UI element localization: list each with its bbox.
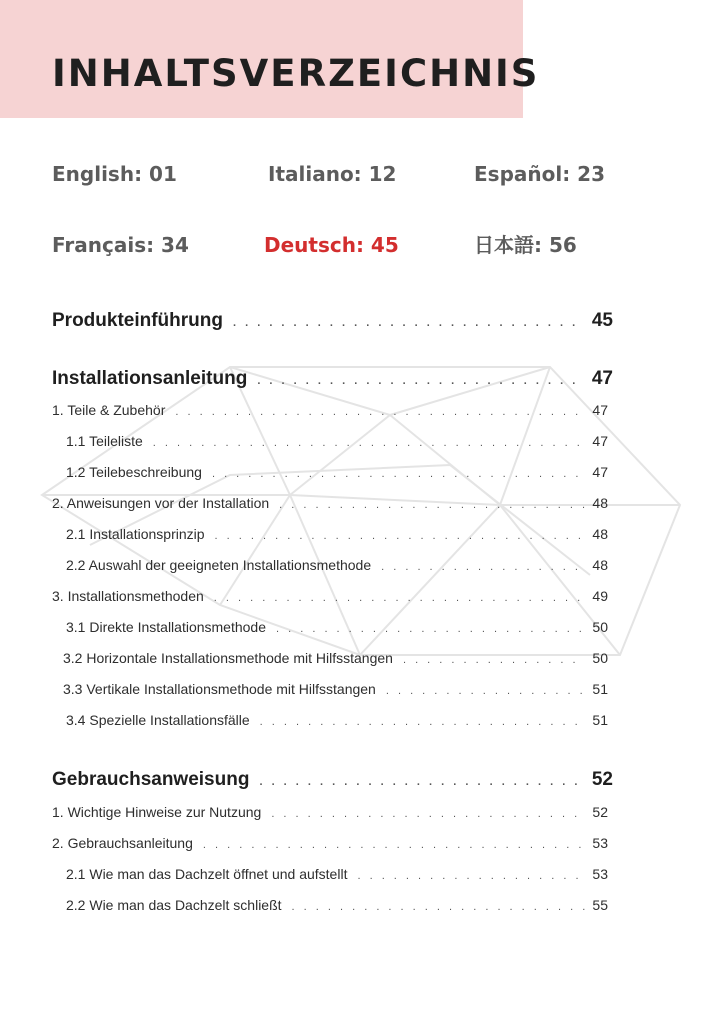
toc-entry[interactable] <box>66 897 608 913</box>
toc-entry[interactable] <box>52 495 608 511</box>
toc-leader-dots <box>153 437 586 449</box>
language-spanish[interactable]: Español: 23 <box>474 162 606 186</box>
toc-entry[interactable] <box>66 866 608 882</box>
toc-entry-label: 2.2 Wie man das Dachzelt schließt <box>66 897 282 913</box>
toc-entry[interactable] <box>63 681 608 697</box>
toc-entry-page-number: 50 <box>592 619 608 635</box>
toc-entry-label: Produkteinführung <box>52 310 223 331</box>
toc-leader-dots <box>214 592 586 604</box>
toc-entry-page-number: 53 <box>592 835 608 851</box>
toc-entry-page-number: 52 <box>592 804 608 820</box>
toc-entry-label: 2.1 Installationsprinzip <box>66 526 205 542</box>
toc-entry-page-number: 47 <box>591 368 613 389</box>
toc-entry-page-number: 51 <box>592 712 608 728</box>
toc-entry-label: 2. Gebrauchsanleitung <box>52 835 193 851</box>
toc-leader-dots <box>381 561 585 573</box>
toc-entry-page-number: 52 <box>591 769 613 790</box>
toc-leader-dots <box>260 716 586 728</box>
toc-entry-page-number: 48 <box>592 495 608 511</box>
toc-leader-dots <box>175 406 585 418</box>
toc-entry-label: 3.1 Direkte Installationsmethode <box>66 619 266 635</box>
toc-leader-dots <box>203 839 586 851</box>
toc-entry-label: 2. Anweisungen vor der Installation <box>52 495 270 511</box>
toc-entry[interactable] <box>52 835 608 851</box>
toc-entry-page-number: 45 <box>591 310 613 331</box>
toc-entry-label: 3.2 Horizontale Installationsmethode mit Hilfsstangen <box>63 650 393 666</box>
toc-leader-dots <box>215 530 586 542</box>
toc-section-entry[interactable] <box>52 310 613 332</box>
toc-entry[interactable] <box>66 619 608 635</box>
toc-entry-page-number: 53 <box>592 866 608 882</box>
toc-leader-dots <box>276 623 585 635</box>
toc-leader-dots <box>259 776 584 788</box>
page-title: INHALTSVERZEICHNIS <box>52 52 540 95</box>
toc-entry[interactable] <box>63 650 608 666</box>
toc-leader-dots <box>271 808 585 820</box>
toc-entry-label: 1.1 Teileliste <box>66 433 143 449</box>
toc-entry-page-number: 49 <box>592 588 608 604</box>
toc-entry-label: 3.3 Vertikale Installationsmethode mit Hilfsstangen <box>63 681 376 697</box>
toc-entry-label: 3.4 Spezielle Installationsfälle <box>66 712 250 728</box>
toc-entry-label: 1. Wichtige Hinweise zur Nutzung <box>52 804 262 820</box>
toc-entry-page-number: 51 <box>592 681 608 697</box>
toc-entry[interactable] <box>66 464 608 480</box>
toc-leader-dots <box>386 685 586 697</box>
toc-entry-page-number: 50 <box>592 650 608 666</box>
language-japanese[interactable]: 日本語: 56 <box>474 233 577 257</box>
language-italian[interactable]: Italiano: 12 <box>268 162 397 186</box>
toc-entry-page-number: 47 <box>592 464 608 480</box>
toc-entry[interactable] <box>52 588 608 604</box>
toc-leader-dots <box>279 499 585 511</box>
toc-entry[interactable] <box>66 526 608 542</box>
toc-entry-label: 1.2 Teilebeschreibung <box>66 464 202 480</box>
toc-entry-page-number: 47 <box>592 433 608 449</box>
toc-leader-dots <box>403 654 585 666</box>
toc-leader-dots <box>357 870 585 882</box>
toc-entry-label: Installationsanleitung <box>52 368 248 389</box>
language-english[interactable]: English: 01 <box>52 162 177 186</box>
toc-entry-label: Gebrauchsanweisung <box>52 769 250 790</box>
toc-leader-dots <box>257 375 585 387</box>
toc-entry-page-number: 48 <box>592 526 608 542</box>
toc-entry-label: 2.1 Wie man das Dachzelt öffnet und aufstellt <box>66 866 348 882</box>
toc-entry[interactable] <box>52 402 608 418</box>
toc-entry[interactable] <box>66 557 608 573</box>
toc-section-entry[interactable] <box>52 368 613 390</box>
toc-entry-label: 1. Teile & Zubehör <box>52 402 166 418</box>
toc-entry-page-number: 48 <box>592 557 608 573</box>
language-german[interactable]: Deutsch: 45 <box>264 233 399 257</box>
toc-entry[interactable] <box>66 712 608 728</box>
toc-entry[interactable] <box>66 433 608 449</box>
toc-entry-page-number: 47 <box>592 402 608 418</box>
toc-section-entry[interactable] <box>52 769 613 791</box>
language-french[interactable]: Français: 34 <box>52 233 189 257</box>
toc-leader-dots <box>233 317 585 329</box>
toc-entry-label: 3. Installationsmethoden <box>52 588 204 604</box>
toc-leader-dots <box>212 468 585 480</box>
toc-entry[interactable] <box>52 804 608 820</box>
toc-leader-dots <box>292 901 586 913</box>
toc-entry-page-number: 55 <box>592 897 608 913</box>
toc-entry-label: 2.2 Auswahl der geeigneten Installationsmethode <box>66 557 372 573</box>
